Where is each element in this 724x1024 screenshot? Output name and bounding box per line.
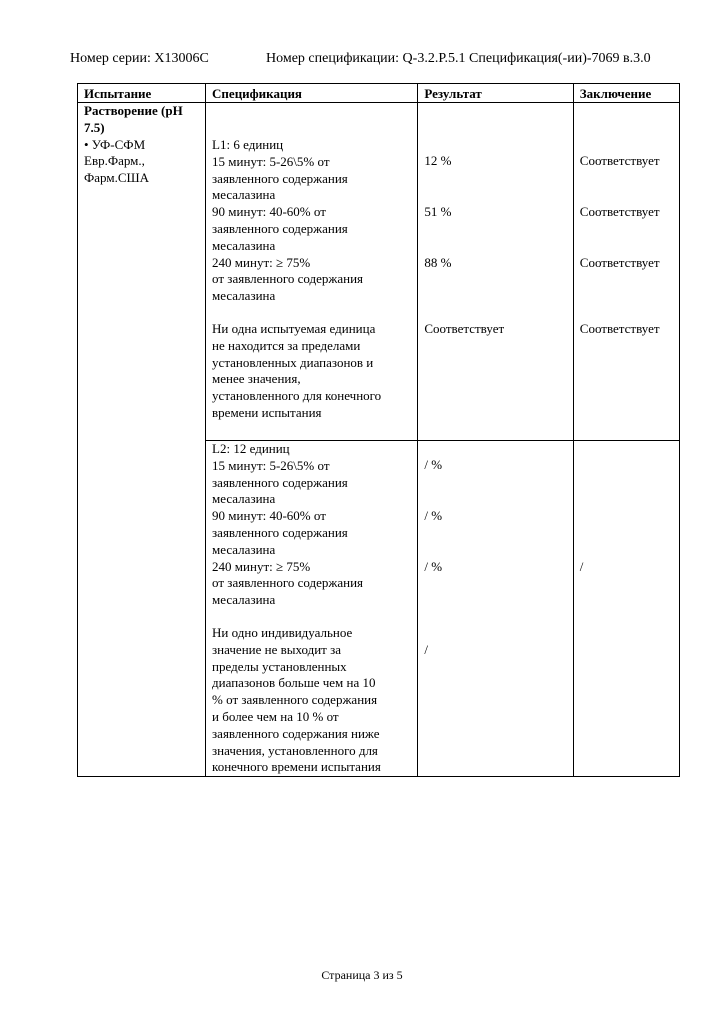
l1-spec-240-line: месалазина xyxy=(212,288,276,304)
l2-spec-90-line: месалазина xyxy=(212,541,276,557)
column-header-specification: Спецификация xyxy=(206,84,418,103)
l1-conclusion-15: Соответствует xyxy=(579,153,660,168)
l2-spec-none-line: конечного времени испытания xyxy=(212,759,381,775)
test-name-cell xyxy=(78,103,206,777)
l2-spec-240-line: месалазина xyxy=(212,592,276,608)
l1-spec-15-line: 15 минут: 5-26\5% от xyxy=(212,153,330,169)
l1-result-none: Соответствует xyxy=(424,321,505,337)
test-method-line: • УФ-СФМ xyxy=(84,136,146,152)
l1-result-cell xyxy=(418,103,573,441)
table-header-row xyxy=(78,84,680,103)
l1-result-15: 12 % xyxy=(424,153,452,168)
l2-result-240: / % xyxy=(424,558,443,574)
l1-spec-none-line: установленных диапазонов и xyxy=(212,354,374,370)
column-header-result: Результат xyxy=(418,84,573,103)
specification-number: Номер спецификации: Q-3.2.P.5.1 Спецификация(-ии)-7069 в.3.0 xyxy=(266,51,651,66)
l1-spec-none-line: Ни одна испытуемая единица xyxy=(212,320,376,336)
batch-number: Номер серии: X13006C xyxy=(70,51,209,66)
table-row-l1 xyxy=(78,103,680,441)
l1-result-90: 51 % xyxy=(424,203,452,219)
l1-result-240: 88 % xyxy=(424,254,452,270)
l1-conclusion-240: Соответствует xyxy=(579,254,660,270)
l1-spec-15-line: заявленного содержания xyxy=(212,170,348,186)
l2-result-cell xyxy=(418,441,573,777)
l1-heading: L1: 6 единиц xyxy=(212,137,284,152)
test-method-line: Фарм.США xyxy=(84,170,149,186)
l2-conclusion-240: / xyxy=(579,559,584,574)
test-title-line: Растворение (pH xyxy=(84,103,183,118)
l1-spec-none-line: менее значения, xyxy=(212,371,301,387)
l1-conclusion-90: Соответствует xyxy=(579,203,660,219)
l2-spec-none-line: диапазонов больше чем на 10 xyxy=(212,675,376,691)
l1-specification-cell xyxy=(206,103,418,441)
test-title-line: 7.5) xyxy=(84,119,105,135)
l1-spec-15-line: месалазина xyxy=(212,187,276,203)
test-results-table xyxy=(77,83,680,777)
l1-spec-90-line: месалазина xyxy=(212,237,276,253)
l1-spec-240-line: от заявленного содержания xyxy=(212,271,364,287)
l2-spec-240-line: 240 минут: ≥ 75% xyxy=(212,558,311,574)
l1-conclusion-none: Соответствует xyxy=(579,321,660,337)
column-header-conclusion: Заключение xyxy=(573,84,679,103)
page-number: Страница 3 из 5 xyxy=(321,968,403,982)
test-method-line: Евр.Фарм., xyxy=(84,153,145,169)
l2-spec-15-line: заявленного содержания xyxy=(212,474,348,490)
l2-conclusion-cell xyxy=(573,441,679,777)
l2-spec-none-line: значения, установленного для xyxy=(212,742,378,758)
l1-spec-240-line: 240 минут: ≥ 75% xyxy=(212,254,311,270)
l1-spec-none-line: установленного для конечного xyxy=(212,388,382,404)
l1-conclusion-cell xyxy=(573,103,679,441)
l2-spec-240-line: от заявленного содержания xyxy=(212,575,364,591)
l2-spec-none-line: значение не выходит за xyxy=(212,641,342,657)
l2-spec-90-line: 90 минут: 40-60% от xyxy=(212,508,326,524)
l2-spec-15-line: 15 минут: 5-26\5% от xyxy=(212,457,330,473)
l1-spec-none-line: не находится за пределами xyxy=(212,337,361,353)
l1-spec-none-line: времени испытания xyxy=(212,404,322,420)
l2-spec-none-line: Ни одно индивидуальное xyxy=(212,624,353,640)
l2-spec-90-line: заявленного содержания xyxy=(212,524,348,540)
column-header-test: Испытание xyxy=(78,84,206,103)
l2-heading: L2: 12 единиц xyxy=(212,441,290,456)
l2-result-90: / % xyxy=(424,507,443,523)
l2-result-none: / xyxy=(424,642,428,658)
l1-spec-90-line: 90 минут: 40-60% от xyxy=(212,204,326,220)
l2-spec-none-line: % от заявленного содержания xyxy=(212,692,378,708)
page-header xyxy=(70,51,651,68)
l2-specification-cell xyxy=(206,441,418,777)
l2-spec-none-line: пределы установленных xyxy=(212,658,347,674)
l2-spec-none-line: и более чем на 10 % от xyxy=(212,708,339,724)
l2-spec-none-line: заявленного содержания ниже xyxy=(212,725,380,741)
l2-result-15: / % xyxy=(424,457,443,472)
l1-spec-90-line: заявленного содержания xyxy=(212,220,348,236)
l2-spec-15-line: месалазина xyxy=(212,491,276,507)
